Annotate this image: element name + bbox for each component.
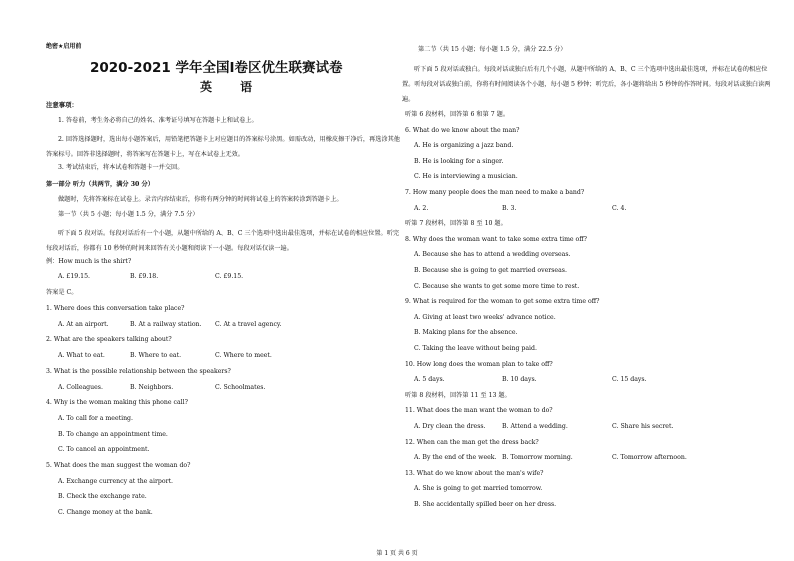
answer-option: A. 2. [414,204,429,212]
subject-title: 英 语 [200,80,265,94]
material-heading: 听第 8 段材料，回答第 11 至 13 题。 [405,391,511,399]
answer-option: A. Giving at least two weeks' advance notice. [414,313,556,321]
question-4: 4. Why is the woman making this phone call? [46,399,188,407]
answer-option: B. Tomorrow morning. [502,454,573,462]
answer-option: A. 5 days. [414,376,445,384]
question-2-option: C. Where to meet. [215,352,272,360]
answer-option: B. 3. [502,204,517,212]
question-3-option: A. Colleagues. [58,383,103,391]
example-option-b: B. £9.18. [130,273,159,280]
question-3-option: B. Neighbors. [130,383,174,391]
question-text: 9. What is required for the woman to get some extra time off? [405,298,600,306]
answer-option: C. Taking the leave without being paid. [414,345,537,352]
answer-option: A. Because she has to attend a wedding overseas. [414,251,571,259]
answer-option: C. 4. [612,204,627,212]
question-5-option: A. Exchange currency at the airport. [58,477,174,485]
question-5: 5. What does the man suggest the woman do? [46,462,191,469]
question-2: 2. What are the speakers talking about? [46,336,172,344]
question-text: 8. Why does the woman want to take some extra time off? [405,235,587,243]
question-1-option: A. At an airport. [58,320,109,328]
page-footer: 第 1 页 共 6 页 [376,550,418,557]
answer-option: C. Because she wants to get some more time to rest. [414,282,580,290]
question-3-option: C. Schoolmates. [215,383,266,391]
question-5-option: C. Change money at the bank. [58,509,153,517]
section2-intro: 听下面 5 段对话或独白。每段对话或独白后有几个小题，从题中所给的 A、B、C 三个选项中选出最佳选项，并标在试卷的相应位置。听每段对话或独白前，你将有时间阅读各个小题，每小题 5 秒钟；听完后，各小题将给出 5 秒钟的作答时间。每段对话或独白读两遍。 [402,66,771,103]
section1-intro: 听下面 5 段对话。每段对话后有一个小题，从题中所给的 A、B、C 三个选项中选出最佳选项，并标在试卷的相应位置。听完每段对话后，你都有 10 秒钟的时间来回答有关小题和阅读下一小题。每段对话仅读一遍。 [46,230,400,252]
section1-heading: 第一节（共 5 小题；每小题 1.5 分，满分 7.5 分） [58,211,199,218]
question-4-option: A. To call for a meeting. [58,414,133,422]
answer-option: B. Because she is going to get married overseas. [414,267,567,274]
question-text: 13. What do we know about the man's wife? [405,469,544,477]
answer-option: A. By the end of the week. [414,454,497,462]
question-3: 3. What is the possible relationship between the speakers? [46,367,231,375]
example-question: 例：How much is the shirt? [46,258,132,265]
question-2-option: B. Where to eat. [130,352,182,360]
question-5-option: B. Check the exchange rate. [58,493,147,501]
question-4-option: C. To cancel an appointment. [58,446,150,454]
note-item-1: 1. 答卷前，考生务必将自己的姓名、准考证号填写在答题卡上和试卷上。 [58,117,258,124]
question-text: 7. How many people does the man need to make a band? [405,189,585,196]
answer-option: B. 10 days. [502,376,537,384]
question-text: 12. When can the man get the dress back? [405,438,539,446]
question-1-option: B. At a railway station. [130,320,202,328]
note-item-2: 2. 回答选择题时，选出每小题答案后，用铅笔把答题卡上对应题目的答案标号涂黑。如需改动，用橡皮擦干净后，再选涂其他答案标号。回答非选择题时，将答案写在答题卡上，写在本试卷上无效。 [46,136,400,158]
material-heading: 听第 7 段材料，回答第 8 至 10 题。 [405,220,507,228]
example-answer: 答案是 C。 [46,289,78,296]
note-item-3: 3. 考试结束后，将本试卷和答题卡一并交回。 [58,164,184,171]
confidential-mark: 绝密★启用前 [46,43,82,50]
answer-option: C. He is interviewing a musician. [414,173,518,181]
material-heading: 听第 6 段材料，回答第 6 和第 7 题。 [405,111,510,118]
question-1: 1. Where does this conversation take place? [46,305,185,312]
answer-option: A. Dry clean the dress. [414,423,486,430]
example-option-c: C. £9.15. [215,273,244,280]
question-text: 11. What does the man want the woman to do? [405,407,553,415]
part1-intro: 做题时，先将答案标在试卷上。录音内容结束后，你将有两分钟的时间将试卷上的答案转涂到答题卡上。 [58,196,343,203]
answer-option: A. He is organizing a jazz band. [414,142,514,150]
exam-title: 2020-2021 学年全国Ⅰ卷区优生联赛试卷 [90,60,343,76]
question-4-option: B. To change an appointment time. [58,430,168,438]
answer-option: C. Tomorrow afternoon. [612,454,687,462]
question-text: 6. What do we know about the man? [405,126,520,134]
answer-option: B. He is looking for a singer. [414,157,504,165]
answer-option: C. Share his secret. [612,423,674,430]
question-2-option: A. What to eat. [58,352,105,360]
notes-heading: 注意事项： [46,101,78,109]
section2-heading: 第二节（共 15 小题；每小题 1.5 分，满分 22.5 分） [418,46,567,53]
answer-option: B. She accidentally spilled beer on her dress. [414,501,557,508]
answer-option: A. She is going to get married tomorrow. [414,485,543,493]
example-option-a: A. £19.15. [58,273,91,280]
question-text: 10. How long does the woman plan to take off? [405,360,553,368]
answer-option: B. Attend a wedding. [502,423,568,430]
question-1-option: C. At a travel agency. [215,320,282,328]
part1-heading: 第一部分 听力（共两节，满分 30 分） [46,181,154,188]
answer-option: C. 15 days. [612,376,647,384]
answer-option: B. Making plans for the absence. [414,329,518,337]
